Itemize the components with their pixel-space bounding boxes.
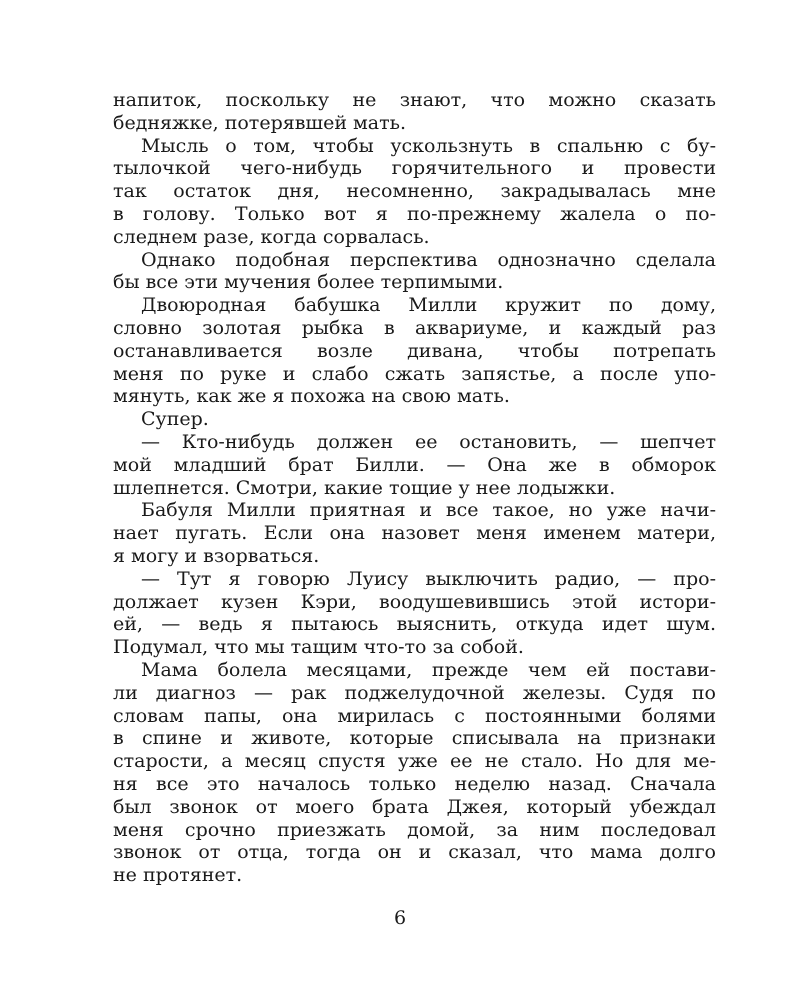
text-line: мянуть, как же я похожа на свою мать. (113, 385, 510, 408)
text-line: бы все эти мучения более терпимыми. (113, 271, 504, 294)
page-number: 6 (393, 907, 407, 929)
text-line: Мама болела месяцами, прежде чем ей постави- (141, 658, 716, 681)
text-line: ня все это началось только неделю назад. Сначала (113, 772, 716, 795)
text-line: так остаток дня, несомненно, закрадывалась мне (113, 180, 716, 203)
text-line: меня срочно приезжать домой, за ним последовал (113, 818, 716, 841)
text-line: шлепнется. Смотри, какие тощие у нее лодыжки. (113, 476, 616, 499)
text-line: старости, а месяц спустя уже ее не стало. Но для ме- (113, 750, 716, 773)
text-line: Двоюродная бабушка Милли кружит по дому, (141, 294, 716, 317)
text-line: словам папы, она мирилась с постоянными болями (113, 704, 716, 727)
text-line: останавливается возле дивана, чтобы потрепать (113, 339, 716, 362)
text-line: ей, — ведь я пытаюсь выяснить, откуда идет шум. (113, 613, 716, 636)
text-line: в голову. Только вот я по-прежнему жалела о по- (113, 202, 716, 225)
text-line: Мысль о том, чтобы ускользнуть в спальню с бу- (141, 134, 716, 157)
text-line: Подумал, что мы тащим что-то за собой. (113, 636, 524, 659)
text-line: нает пугать. Если она назовет меня именем матери, (113, 522, 716, 545)
text-line: меня по руке и слабо сжать запястье, а после упо- (113, 362, 716, 385)
text-line: напиток, поскольку не знают, что можно сказать (113, 89, 716, 111)
text-line: словно золотая рыбка в аквариуме, и каждый раз (113, 316, 716, 339)
text-line: в спине и животе, которые списывала на признаки (113, 727, 716, 750)
text-line: — Кто-нибудь должен ее остановить, — шепчет (141, 430, 716, 453)
text-line: должает кузен Кэри, воодушевившись этой истори- (113, 590, 716, 613)
text-line: мой младший брат Билли. — Она же в обморок (113, 453, 716, 476)
text-line: Однако подобная перспектива однозначно сделала (141, 248, 716, 271)
text-line: Бабуля Милли приятная и все такое, но уже начи- (141, 499, 716, 522)
text-line: был звонок от моего брата Джея, который убеждал (113, 795, 716, 818)
text-line: ли диагноз — рак поджелудочной железы. Судя по (113, 681, 716, 704)
text-line: тылочкой чего-нибудь горячительного и провести (113, 157, 716, 180)
text-line: звонок от отца, тогда он и сказал, что мама долго (113, 841, 716, 864)
text-line: — Тут я говорю Луису выключить радио, — про- (141, 567, 716, 590)
text-line: следнем разе, когда сорвалась. (113, 225, 430, 248)
text-line: не протянет. (113, 864, 243, 887)
text-line: Супер. (141, 408, 209, 431)
text-line: бедняжке, потерявшей мать. (113, 111, 407, 134)
text-line: я могу и взорваться. (113, 544, 320, 567)
body-text (113, 89, 716, 887)
